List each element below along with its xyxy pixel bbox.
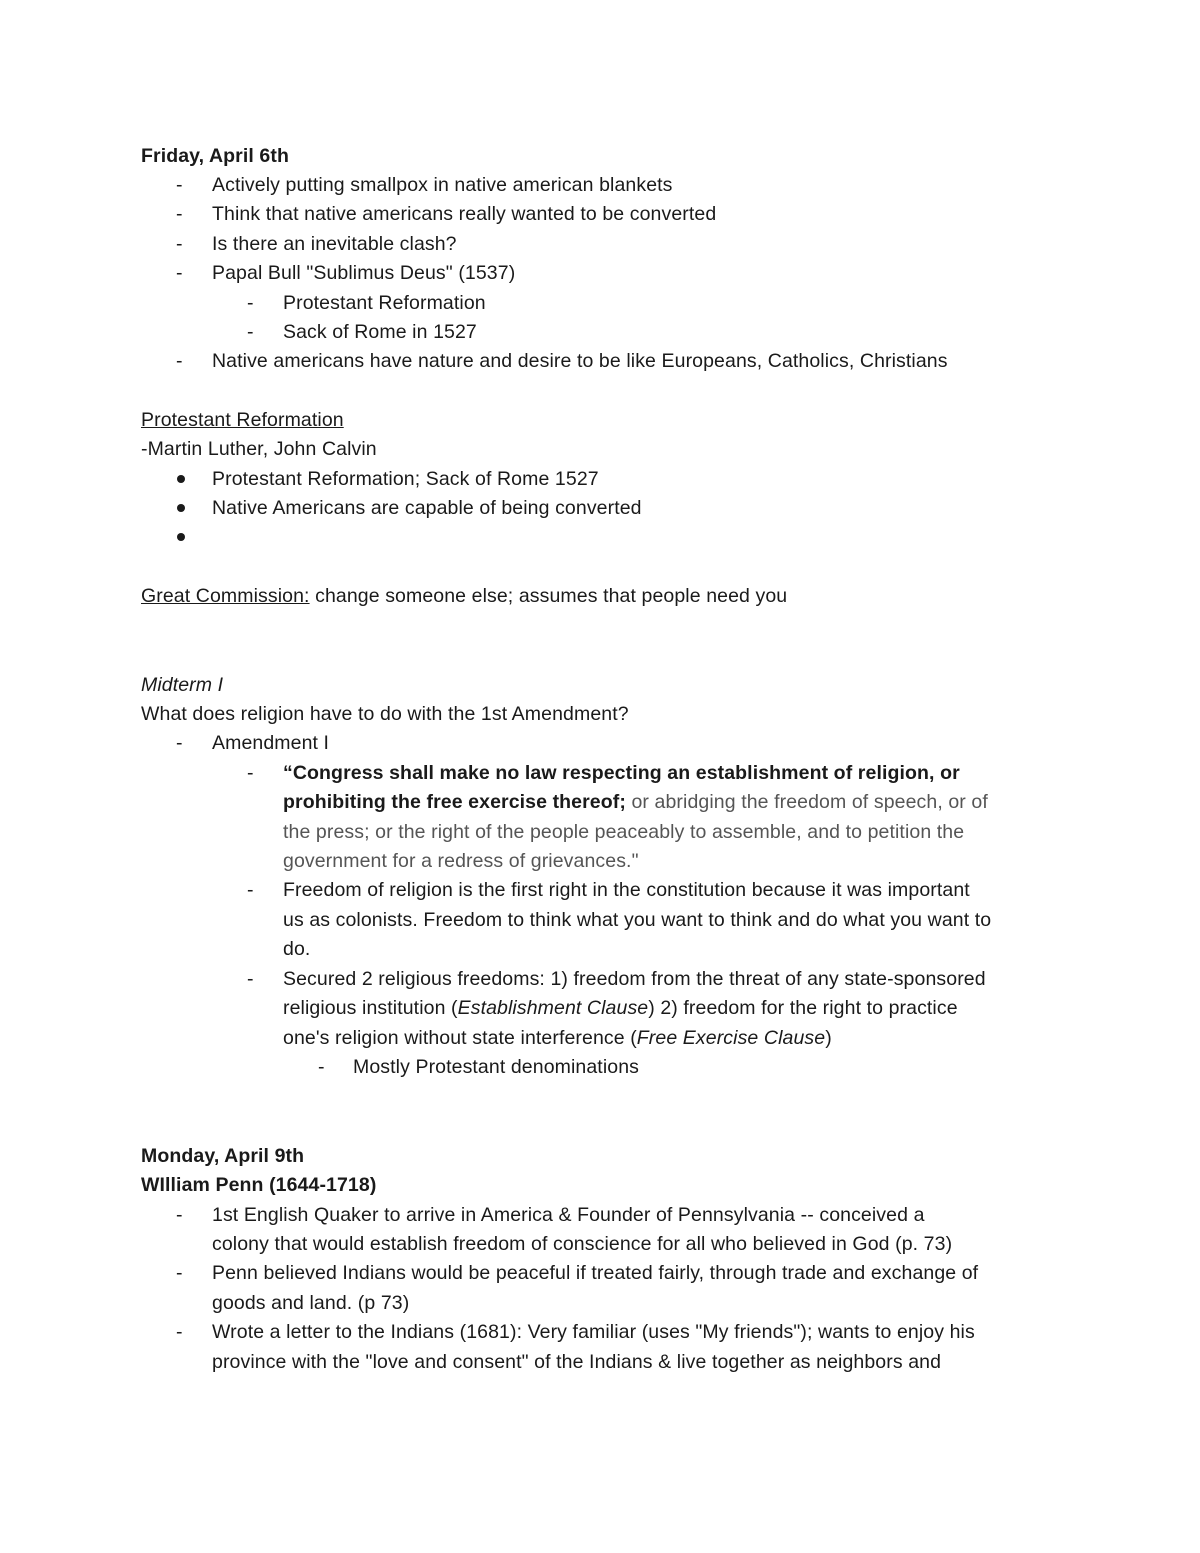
list-item: Native Americans are capable of being converted xyxy=(212,497,642,519)
dash-marker: - xyxy=(247,321,254,343)
quote-line: “Congress shall make no law respecting an establishment of religion, or xyxy=(283,762,960,784)
quote-line xyxy=(283,790,988,814)
list-item: Sack of Rome in 1527 xyxy=(283,321,477,343)
quote-line: the press; or the right of the people peaceably to assemble, and to petition the xyxy=(283,821,965,843)
text-span: ) 2) freedom for the right to practice xyxy=(648,997,958,1019)
penn-heading: WIlliam Penn (1644-1718) xyxy=(141,1174,377,1196)
text-span: religious institution ( xyxy=(283,997,458,1019)
quote-line: government for a redress of grievances." xyxy=(283,850,639,872)
list-item-continued: colony that would establish freedom of conscience for all who believed in God (p. 73) xyxy=(212,1233,953,1255)
bullet-dot xyxy=(177,475,185,483)
midterm-question: What does religion have to do with the 1st Amendment? xyxy=(141,703,629,725)
list-item: Secured 2 religious freedoms: 1) freedom from the threat of any state-sponsored xyxy=(283,968,986,990)
dash-marker: - xyxy=(176,174,183,196)
list-item: Wrote a letter to the Indians (1681): Very familiar (uses "My friends"); wants to enjoy his xyxy=(212,1321,975,1343)
dash-marker: - xyxy=(247,292,254,314)
bullet-dot xyxy=(177,504,185,512)
list-item: Freedom of religion is the first right in the constitution because it was important xyxy=(283,879,970,901)
commission-label: Great Commission: xyxy=(141,585,310,607)
text-span: one's religion without state interference ( xyxy=(283,1027,637,1049)
list-item-continued: goods and land. (p 73) xyxy=(212,1292,410,1314)
list-item-continued xyxy=(283,996,958,1020)
dash-marker: - xyxy=(247,762,254,784)
list-item: Mostly Protestant denominations xyxy=(353,1056,639,1078)
dash-marker: - xyxy=(176,203,183,225)
dash-marker: - xyxy=(176,350,183,372)
list-item: Is there an inevitable clash? xyxy=(212,233,457,255)
reformation-names: -Martin Luther, John Calvin xyxy=(141,438,377,460)
list-item-continued xyxy=(283,1026,832,1050)
list-item: Think that native americans really wanted to be converted xyxy=(212,203,717,225)
quote-text: or abridging the freedom of speech, or of xyxy=(625,791,988,813)
text-span: ) xyxy=(825,1027,832,1049)
commission-line xyxy=(141,584,787,608)
dash-marker: - xyxy=(176,1262,183,1284)
dash-marker: - xyxy=(176,1204,183,1226)
list-item: Protestant Reformation xyxy=(283,292,486,314)
bullet-dot xyxy=(177,533,185,541)
midterm-label: Midterm I xyxy=(141,674,224,696)
list-item-continued: us as colonists. Freedom to think what you want to think and do what you want to xyxy=(283,909,992,931)
list-item: Amendment I xyxy=(212,732,330,754)
dash-marker: - xyxy=(176,262,183,284)
dash-marker: - xyxy=(176,732,183,754)
dash-marker: - xyxy=(176,1321,183,1343)
dash-marker: - xyxy=(318,1056,325,1078)
list-item-continued: province with the "love and consent" of the Indians & live together as neighbors and xyxy=(212,1351,942,1373)
dash-marker: - xyxy=(247,879,254,901)
list-item: Protestant Reformation; Sack of Rome 1527 xyxy=(212,468,599,490)
free-exercise-clause: Free Exercise Clause xyxy=(636,1027,826,1049)
list-item: Native americans have nature and desire to be like Europeans, Catholics, Christians xyxy=(212,350,948,372)
dash-marker: - xyxy=(176,233,183,255)
dash-marker: - xyxy=(247,968,254,990)
reformation-heading: Protestant Reformation xyxy=(141,409,344,431)
friday-heading: Friday, April 6th xyxy=(141,145,289,167)
list-item: 1st English Quaker to arrive in America & Founder of Pennsylvania -- conceived a xyxy=(212,1204,925,1226)
list-item: Papal Bull "Sublimus Deus" (1537) xyxy=(212,262,516,284)
list-item: Penn believed Indians would be peaceful if treated fairly, through trade and exchange of xyxy=(212,1262,979,1284)
monday-heading: Monday, April 9th xyxy=(141,1145,305,1167)
establishment-clause: Establishment Clause xyxy=(457,997,649,1019)
list-item: Actively putting smallpox in native american blankets xyxy=(212,174,673,196)
quote-bold: prohibiting the free exercise thereof; xyxy=(283,791,626,813)
list-item-continued: do. xyxy=(283,938,311,960)
commission-text: change someone else; assumes that people need you xyxy=(309,585,788,607)
